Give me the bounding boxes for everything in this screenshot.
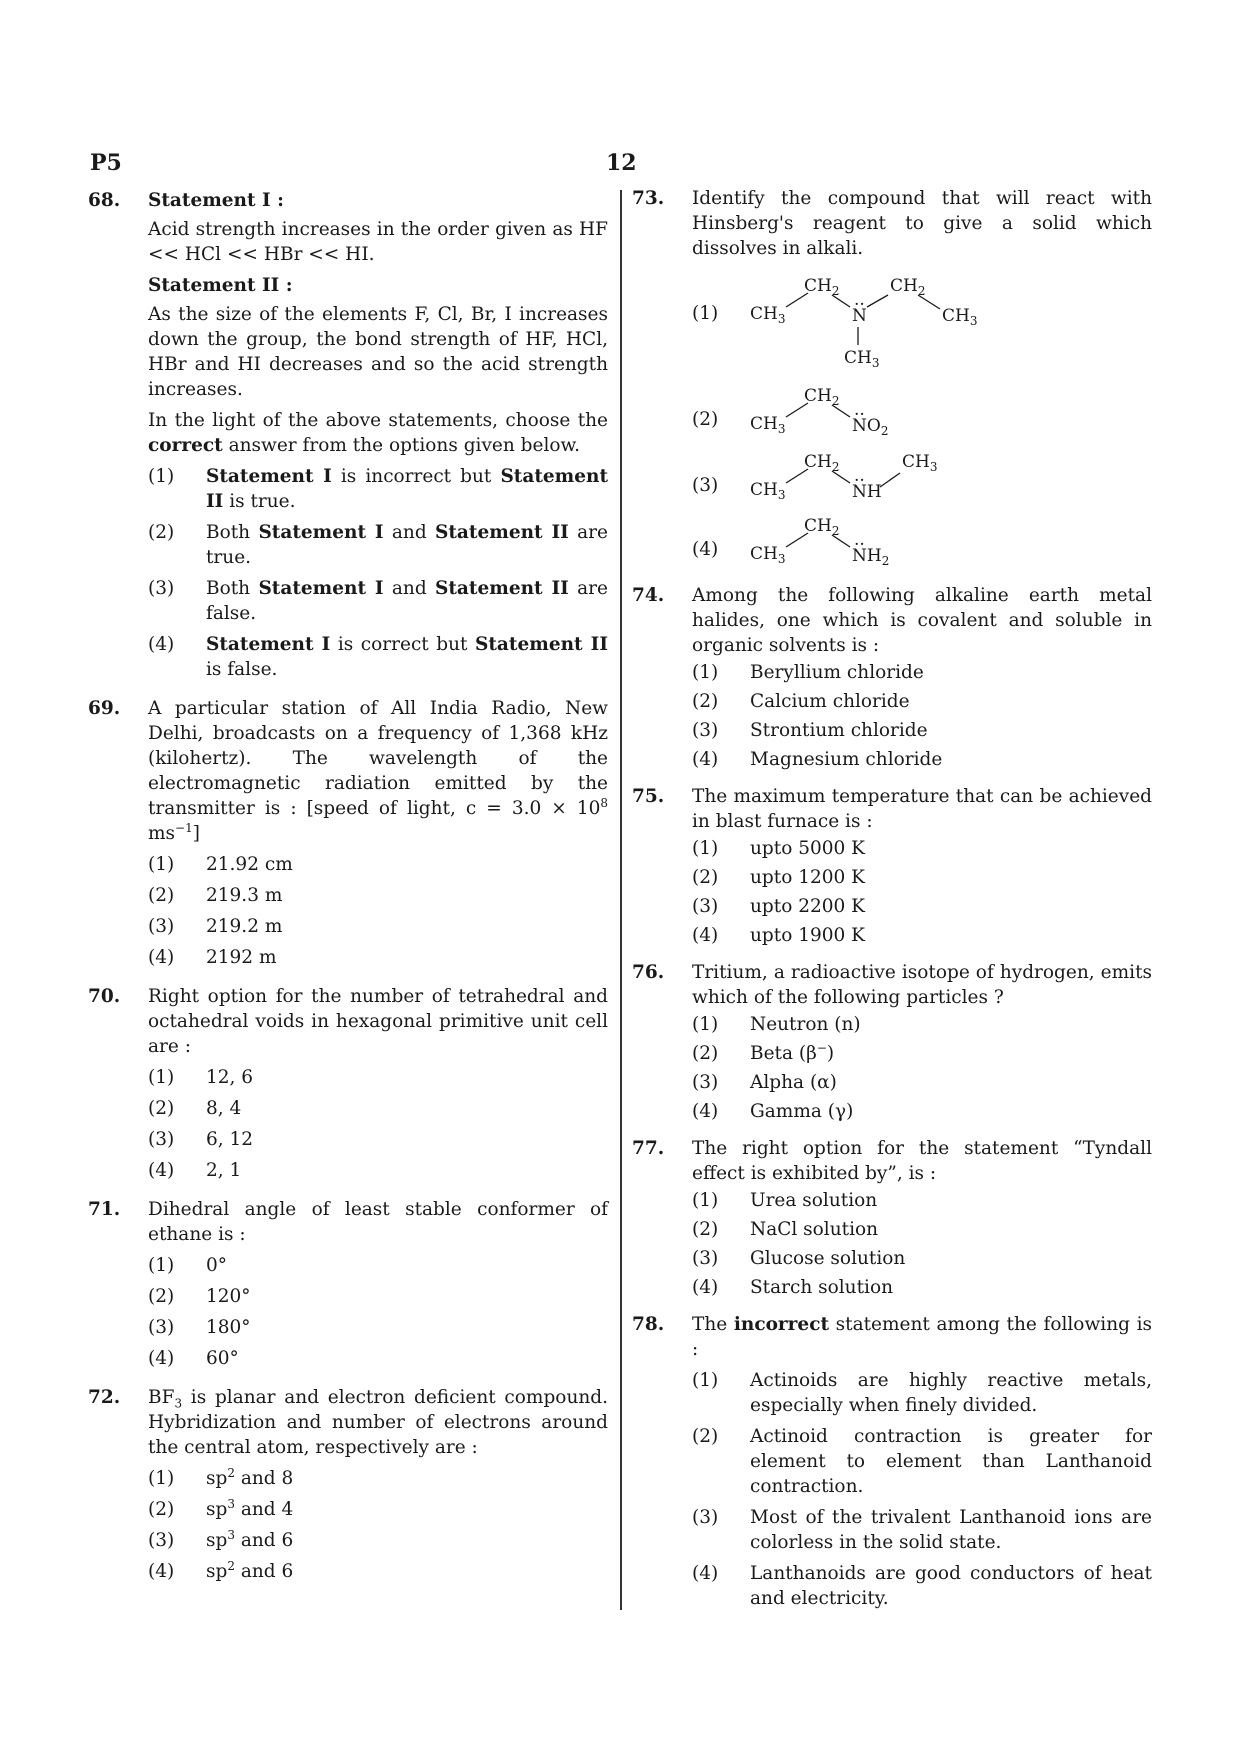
question-77: [632, 1136, 1152, 1300]
svg-text:CH2: $CH_2$: [804, 516, 840, 538]
option-1[interactable]: (1) Actinoids are highly reactive metals, especially when finely divided.: [692, 1370, 1152, 1416]
option-4[interactable]: (4) $CH_3$ $CH_2$ $NH_2$ ..: [692, 511, 1152, 567]
option-1[interactable]: (1) Urea solution: [692, 1190, 878, 1211]
option-2[interactable]: (2) Calcium chloride: [692, 691, 910, 712]
option-1[interactable]: (1) Statement I is incorrect but Statement II is true.: [148, 466, 608, 512]
question-text: Identify the compound that will react with Hinsberg's reagent to give a solid which dissolves in alkali.: [692, 188, 1152, 259]
option-1[interactable]: (1) 0°: [148, 1255, 228, 1276]
options: [692, 836, 1152, 948]
question-text: $BF_3$ is planar and electron deficient compound. Hybridization and number of electrons around the central atom, respectively are :: [148, 1387, 608, 1458]
question-number: 69.: [88, 698, 121, 719]
svg-text:CH2: $CH_2$: [804, 276, 840, 298]
statement-2-label: Statement II :: [148, 275, 293, 296]
option-3[interactable]: (3) Glucose solution: [692, 1248, 906, 1269]
svg-text:..: ..: [854, 530, 865, 550]
options: [148, 1466, 608, 1584]
option-4[interactable]: (4) upto 1900 K: [692, 925, 865, 946]
option-1[interactable]: (1) Beryllium chloride: [692, 662, 924, 683]
question-78: [632, 1312, 1152, 1611]
question-text: A particular station of All India Radio, New Delhi, broadcasts on a frequency of 1,368 kHz (kilohertz). The wavelength of the electromagnetic radiation emitted by the transmitter is : [speed of light, $c = 3.0 \times 10^8$ $ms^{-1}$]: [148, 698, 608, 844]
options: [692, 1368, 1152, 1611]
structure-nitroethane: [750, 381, 1050, 437]
question-text: Dihedral angle of least stable conformer of ethane is :: [148, 1199, 608, 1245]
option-1[interactable]: (1) upto 5000 K: [692, 838, 865, 859]
question-68: [88, 188, 608, 682]
option-3[interactable]: (3) Most of the trivalent Lanthanoid ions are colorless in the solid state.: [692, 1507, 1152, 1553]
option-4[interactable]: (4) 2, 1: [148, 1160, 242, 1181]
svg-text:CH3: $CH_3$: [902, 452, 938, 474]
statement-2-text: As the size of the elements F, Cl, Br, I increases down the group, the bond strength of HF, HCl, HBr and HI decreases and so the acid strength increases.: [148, 304, 608, 400]
options: [148, 852, 608, 970]
svg-text:..: ..: [854, 400, 865, 420]
options: [692, 1012, 1152, 1124]
option-4[interactable]: (4) 60°: [148, 1348, 239, 1369]
option-2[interactable]: (2) 219.3 m: [148, 885, 283, 906]
option-3[interactable]: (3) $CH_3$ $CH_2$ NH .. $CH_3$: [692, 447, 1152, 503]
question-number: 68.: [88, 190, 121, 211]
left-column: [88, 186, 608, 1590]
svg-text:CH3: $CH_3$: [844, 348, 880, 369]
options: [148, 1065, 608, 1183]
options: [692, 660, 1152, 772]
option-2[interactable]: (2) Both Statement I and Statement II are true.: [148, 522, 608, 568]
option-1[interactable]: (1) $sp^2$ and 8: [148, 1465, 294, 1489]
svg-text:CH3: $CH_3$: [942, 306, 978, 328]
structure-ethylamine: [750, 511, 1050, 567]
question-text: The incorrect statement among the following is :: [692, 1314, 1152, 1360]
option-2[interactable]: (2) Beta (β−): [692, 1040, 835, 1064]
options: [148, 1253, 608, 1371]
svg-text:CH3: $CH_3$: [750, 544, 786, 566]
question-74: [632, 583, 1152, 772]
structure-secondary-amine: [750, 447, 1050, 503]
svg-text:N: N: [852, 306, 867, 326]
option-3[interactable]: (3) Both Statement I and Statement II are false.: [148, 578, 608, 624]
option-2[interactable]: (2) NaCl solution: [692, 1219, 879, 1240]
options: [148, 464, 608, 682]
svg-text:CH2: $CH_2$: [890, 276, 926, 298]
option-4[interactable]: (4) $sp^2$ and 6: [148, 1558, 294, 1582]
page-number: 12: [606, 150, 637, 176]
option-4[interactable]: (4) 2192 m: [148, 947, 277, 968]
question-number: 73.: [632, 188, 665, 209]
statement-1-label: Statement I :: [148, 190, 284, 211]
question-number: 77.: [632, 1138, 665, 1159]
option-2[interactable]: (2) 8, 4: [148, 1098, 242, 1119]
option-4[interactable]: (4) Lanthanoids are good conductors of heat and electricity.: [692, 1563, 1152, 1609]
svg-text:NH2: $NH_2$: [852, 546, 890, 567]
options: [692, 1188, 1152, 1300]
question-75: [632, 784, 1152, 948]
svg-text:CH2: $CH_2$: [804, 452, 840, 474]
option-4[interactable]: (4) Magnesium chloride: [692, 749, 943, 770]
right-column: [632, 186, 1152, 1617]
question-72: [88, 1385, 608, 1584]
question-71: [88, 1197, 608, 1371]
option-3[interactable]: (3) upto 2200 K: [692, 896, 865, 917]
question-number: 70.: [88, 986, 121, 1007]
option-1[interactable]: (1) 12, 6: [148, 1067, 254, 1088]
question-number: 76.: [632, 962, 665, 983]
option-2[interactable]: (2) $CH_3$ $CH_2$ $NO_2$ ..: [692, 381, 1152, 437]
question-76: [632, 960, 1152, 1124]
question-number: 71.: [88, 1199, 121, 1220]
question-text: Among the following alkaline earth metal halides, one which is covalent and soluble in organic solvents is :: [692, 585, 1152, 656]
question-73: [632, 186, 1152, 567]
option-4[interactable]: (4) Starch solution: [692, 1277, 894, 1298]
svg-text:CH3: $CH_3$: [750, 304, 786, 326]
question-number: 78.: [632, 1314, 665, 1335]
option-4[interactable]: (4) Gamma (γ): [692, 1101, 854, 1122]
svg-text:..: ..: [854, 466, 865, 486]
svg-text:CH3: $CH_3$: [750, 414, 786, 436]
option-2[interactable]: (2) Actinoid contraction is greater for element to element than Lanthanoid contraction.: [692, 1426, 1152, 1497]
question-number: 74.: [632, 585, 665, 606]
option-4[interactable]: (4) Statement I is correct but Statement II is false.: [148, 634, 608, 680]
structure-triethyl-like-amine: [750, 271, 1050, 369]
option-2[interactable]: (2) 120°: [148, 1286, 251, 1307]
option-3[interactable]: (3) Alpha (α): [692, 1072, 837, 1093]
question-69: [88, 696, 608, 970]
option-1[interactable]: (1) 21.92 cm: [148, 854, 293, 875]
option-1[interactable]: (1) Neutron (n): [692, 1014, 861, 1035]
question-text: The maximum temperature that can be achieved in blast furnace is :: [692, 786, 1152, 832]
paper-code: P5: [90, 150, 122, 176]
svg-text:CH3: $CH_3$: [750, 480, 786, 502]
question-70: [88, 984, 608, 1183]
statement-1-text: Acid strength increases in the order given as HF << HCl << HBr << HI.: [148, 219, 608, 265]
option-1[interactable]: (1) $CH_3$ $CH_2$ N .. $CH_2$ $CH_3$ $CH_3$: [692, 271, 1152, 369]
question-text: The right option for the statement “Tyndall effect is exhibited by”, is :: [692, 1138, 1152, 1184]
question-prompt: In the light of the above statements, choose the correct answer from the options given below.: [148, 410, 608, 456]
option-2[interactable]: (2) upto 1200 K: [692, 867, 865, 888]
option-3[interactable]: (3) Strontium chloride: [692, 720, 928, 741]
question-text: Tritium, a radioactive isotope of hydrogen, emits which of the following particles ?: [692, 962, 1152, 1008]
option-2[interactable]: (2) $sp^3$ and 4: [148, 1496, 294, 1520]
option-3[interactable]: (3) 219.2 m: [148, 916, 283, 937]
option-3[interactable]: (3) 6, 12: [148, 1129, 254, 1150]
column-divider: [620, 190, 622, 1610]
question-number: 72.: [88, 1387, 121, 1408]
svg-text:NO2: $NO_2$: [852, 416, 889, 437]
svg-text:NH: NH: [852, 482, 882, 502]
option-3[interactable]: (3) $sp^3$ and 6: [148, 1527, 294, 1551]
option-3[interactable]: (3) 180°: [148, 1317, 251, 1338]
svg-text:..: ..: [854, 290, 865, 310]
svg-text:CH2: $CH_2$: [804, 386, 840, 408]
question-text: Right option for the number of tetrahedral and octahedral voids in hexagonal primitive unit cell are :: [148, 986, 608, 1057]
question-number: 75.: [632, 786, 665, 807]
